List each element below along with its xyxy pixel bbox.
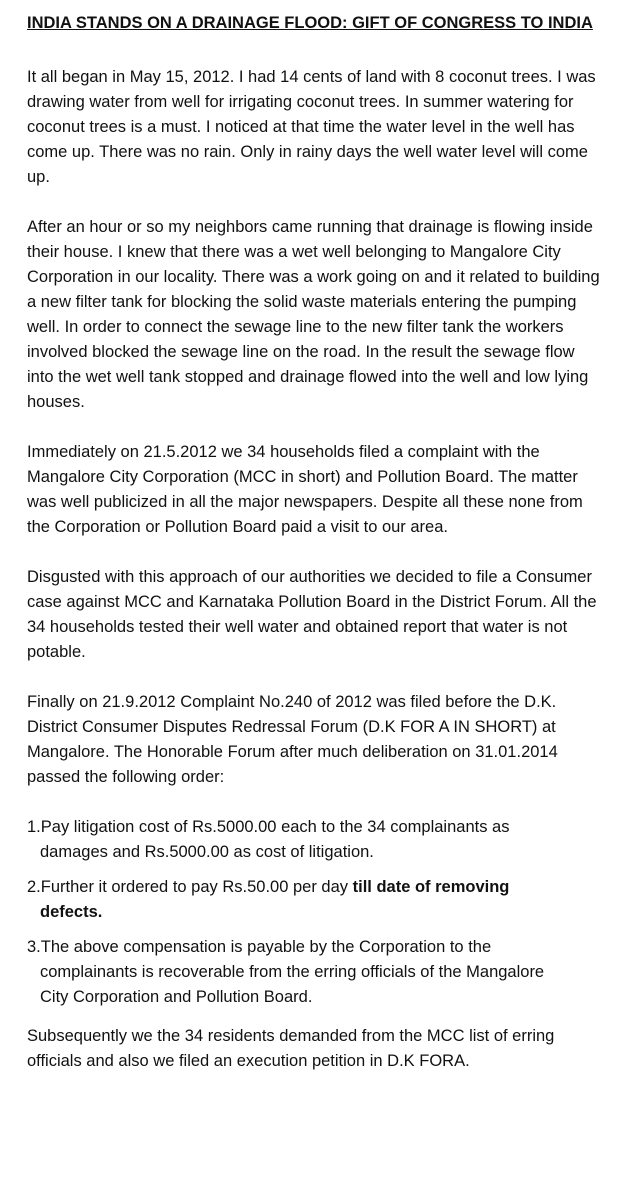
- order-item-text: The above compensation is payable by the Corporation to the complainants is recoverable from the erring officials of the Mangalore City Corporation and Pollution Board.: [40, 938, 545, 1006]
- order-item-text: Further it ordered to pay Rs.50.00 per day: [40, 878, 353, 896]
- order-item-3: [27, 935, 560, 1010]
- order-item-number: 3.: [27, 938, 41, 956]
- order-item-1: [27, 815, 540, 865]
- order-item-bold-text: till date of removing defects.: [40, 878, 510, 921]
- order-item-text: Pay litigation cost of Rs.5000.00 each to the 34 complainants as damages and Rs.5000.00 as cost of litigation.: [40, 818, 510, 861]
- order-list: [27, 815, 601, 1010]
- paragraph-closing: Subsequently we the 34 residents demanded from the MCC list of erring officials and also we filed an execution petition in D.K FORA.: [27, 1027, 555, 1070]
- paragraph-origin: It all began in May 15, 2012. I had 14 cents of land with 8 coconut trees. I was drawing water from well for irrigating coconut trees. In summer watering for coconut trees is a must. I noticed at that time the water level in the well has come up. There was no rain. Only in rainy days the well water level will come up.: [27, 68, 596, 186]
- paragraph-drainage-flow: After an hour or so my neighbors came running that drainage is flowing inside their house. I knew that there was a wet well belonging to Mangalore City Corporation in our locality. There was a work going on and it related to building a new filter tank for blocking the solid waste materials entering the pumping well. In order to connect the sewage line to the new filter tank the workers involved blocked the sewage line on the road. In the result the sewage flow into the wet well tank stopped and drainage flowed into the well and low lying houses.: [27, 218, 600, 411]
- order-item-number: 1.: [27, 818, 41, 836]
- document: [27, 10, 601, 1099]
- document-title: INDIA STANDS ON A DRAINAGE FLOOD: GIFT OF CONGRESS TO INDIA: [27, 14, 593, 32]
- order-item-number: 2.: [27, 878, 41, 896]
- paragraph-forum-order: Finally on 21.9.2012 Complaint No.240 of 2012 was filed before the D.K. District Consumer Disputes Redressal Forum (D.K FOR A IN SHORT) at Mangalore. The Honorable Forum after much deliberation on 31.01.2014 passed the following order:: [27, 693, 558, 786]
- paragraph-complaint: Immediately on 21.5.2012 we 34 households filed a complaint with the Mangalore City Corporation (MCC in short) and Pollution Board. The matter was well publicized in all the major newspapers. Despite all these none from the Corporation or Pollution Board paid a visit to our area.: [27, 443, 583, 536]
- order-item-2: [27, 875, 540, 925]
- paragraph-consumer-case: Disgusted with this approach of our authorities we decided to file a Consumer case against MCC and Karnataka Pollution Board in the District Forum. All the 34 households tested their well water and obtained report that water is not potable.: [27, 568, 597, 661]
